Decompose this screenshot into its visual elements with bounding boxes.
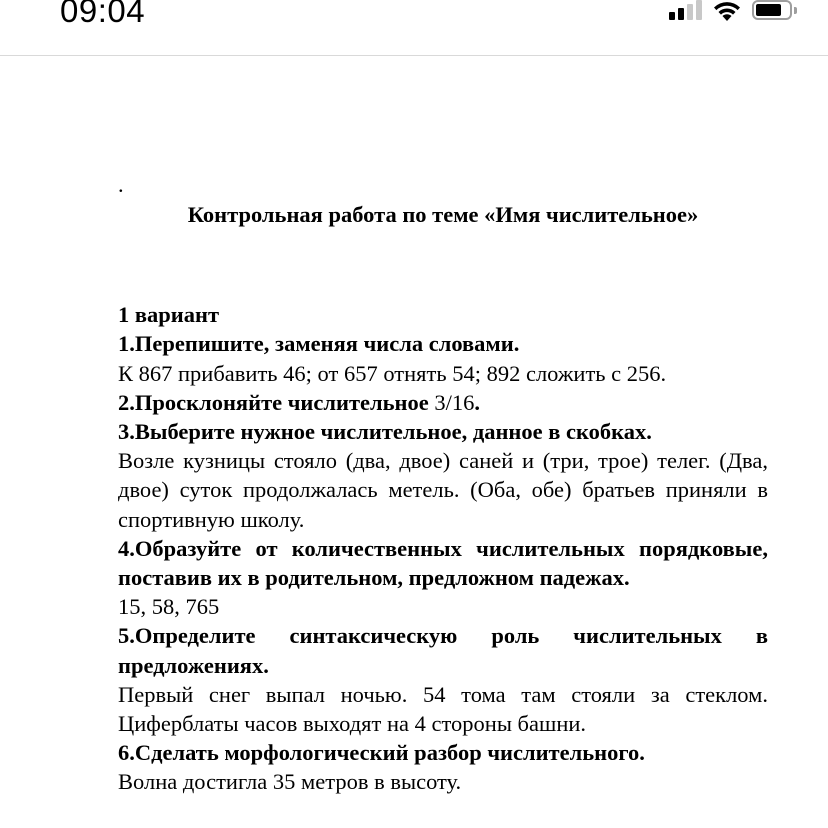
task5-text: Первый снег выпал ночью. 54 тома там стояли за стеклом. Циферблаты часов выходят на 4 стороны башни. <box>118 681 768 737</box>
task3-heading: 3.Выберите нужное числительное, данное в скобках. <box>118 419 652 445</box>
status-time: 09:04 <box>60 0 146 29</box>
document-body <box>118 170 768 797</box>
wifi-icon <box>712 0 742 22</box>
task5-heading: 5.Определите синтаксическую роль числительных в предложениях. <box>118 623 768 678</box>
cellular-signal-icon <box>669 0 702 20</box>
task2-period: . <box>474 389 480 415</box>
task1-heading: 1.Перепишите, заменяя числа словами. <box>118 331 520 357</box>
task6-text: Волна достигла 35 метров в высоту. <box>118 769 462 795</box>
task1-text: К 867 прибавить 46; от 657 отнять 54; 892 сложить с 256. <box>118 360 667 386</box>
status-icons <box>669 0 798 24</box>
battery-icon <box>752 0 798 22</box>
task2-heading-text: 2.Просклоняйте числительное <box>118 389 429 415</box>
task6-heading: 6.Сделать морфологический разбор числительного. <box>118 740 645 766</box>
status-bar <box>0 0 828 56</box>
task4-heading: 4.Образуйте от количественных числительных порядковые, поставив их в родительном, предложном падежах. <box>118 535 768 591</box>
task4-text: 15, 58, 765 <box>118 594 220 620</box>
task2-heading <box>118 388 768 417</box>
task3-text: Возле кузницы стояло (два, двое) саней и (три, трое) телег. (Два, двое) суток продолжалась метель. (Оба, обе) братьев приняли в спортивную школу. <box>118 448 768 532</box>
stray-dot: . <box>118 172 124 197</box>
document-title: Контрольная работа по теме «Имя числительное» <box>187 202 699 227</box>
task2-fraction: 3/16 <box>428 389 475 415</box>
variant-label: 1 вариант <box>118 302 220 328</box>
